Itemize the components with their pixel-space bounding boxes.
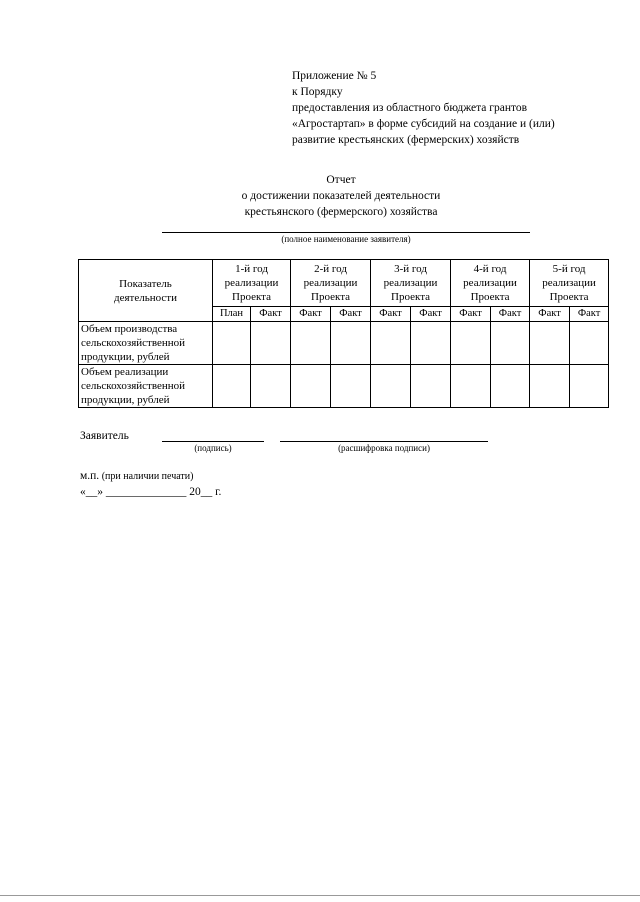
fact-header: Факт (411, 307, 451, 322)
fact-header: Факт (530, 307, 570, 322)
table-cell[interactable] (213, 365, 251, 408)
fact-header: Факт (570, 307, 609, 322)
table-cell[interactable] (213, 322, 251, 365)
fact-header: Факт (491, 307, 530, 322)
table-cell[interactable] (291, 322, 331, 365)
seal-note (80, 470, 193, 482)
appendix-header (292, 68, 555, 148)
table-cell[interactable] (451, 365, 491, 408)
signature-line (162, 441, 264, 442)
table-cell[interactable] (331, 322, 371, 365)
title-line: о достижении показателей деятельности (241, 190, 441, 202)
fact-header: Факт (251, 307, 291, 322)
seal-condition: (при наличии печати) (101, 471, 194, 482)
table-cell[interactable] (530, 322, 570, 365)
seal-abbr: м.п. (80, 470, 100, 482)
signature-decode-caption: (расшифровка подписи) (338, 443, 430, 453)
page-bottom-rule (0, 895, 640, 896)
table-cell[interactable] (491, 365, 530, 408)
fact-header: Факт (291, 307, 331, 322)
year-header: 2-й год реализации Проекта (291, 260, 371, 307)
report-title (0, 172, 640, 220)
table-cell[interactable] (371, 322, 411, 365)
date-line: «__» ______________ 20__ г. (80, 486, 222, 498)
table-row (79, 322, 609, 365)
row-label: Объем реализации сельскохозяйственной продукции, рублей (79, 365, 213, 408)
year-header: 5-й год реализации Проекта (530, 260, 609, 307)
title-line: крестьянского (фермерского) хозяйства (244, 206, 438, 218)
table-cell[interactable] (251, 365, 291, 408)
fact-header: Факт (451, 307, 491, 322)
table-cell[interactable] (371, 365, 411, 408)
table-cell[interactable] (570, 365, 609, 408)
table-cell[interactable] (411, 365, 451, 408)
table-cell[interactable] (251, 322, 291, 365)
year-header: 3-й год реализации Проекта (371, 260, 451, 307)
fact-header: Факт (371, 307, 411, 322)
appendix-line: предоставления из областного бюджета грантов (292, 102, 528, 114)
appendix-line: «Агростартап» в форме субсидий на создание и (или) (292, 118, 555, 130)
signature-caption: (подпись) (194, 443, 232, 453)
row-label: Объем производства сельскохозяйственной продукции, рублей (79, 322, 213, 365)
title-line: Отчет (326, 174, 356, 186)
applicant-name-line (162, 232, 530, 233)
indicator-header: Показатель деятельности (79, 260, 213, 322)
applicant-label: Заявитель (80, 430, 129, 442)
table-cell[interactable] (331, 365, 371, 408)
table-row (79, 365, 609, 408)
fact-header: Факт (331, 307, 371, 322)
applicant-name-caption: (полное наименование заявителя) (281, 234, 411, 244)
year-header: 1-й год реализации Проекта (213, 260, 291, 307)
signature-decode-line (280, 441, 488, 442)
indicators-table (78, 259, 609, 408)
appendix-line: Приложение № 5 (292, 70, 377, 82)
plan-header: План (213, 307, 251, 322)
table-cell[interactable] (451, 322, 491, 365)
appendix-line: к Порядку (292, 86, 343, 98)
table-cell[interactable] (411, 322, 451, 365)
table-cell[interactable] (291, 365, 331, 408)
table-cell[interactable] (570, 322, 609, 365)
table-cell[interactable] (530, 365, 570, 408)
year-header: 4-й год реализации Проекта (451, 260, 530, 307)
table-cell[interactable] (491, 322, 530, 365)
appendix-line: развитие крестьянских (фермерских) хозяйств (292, 134, 520, 146)
table-header-row (79, 260, 609, 307)
